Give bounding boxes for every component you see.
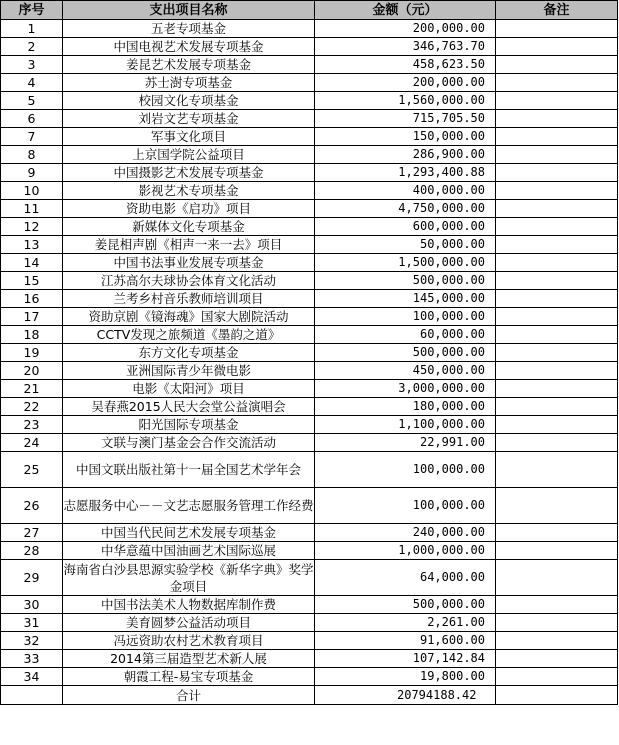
row-index: 13 [1, 236, 63, 254]
header-note: 备注 [496, 1, 618, 20]
row-amount: 100,000.00 [315, 452, 496, 488]
row-amount: 450,000.00 [315, 362, 496, 380]
row-index: 10 [1, 182, 63, 200]
table-row [1, 596, 618, 614]
row-name: 江苏高尔夫球协会体育文化活动 [63, 272, 315, 290]
row-name: 文联与澳门基金会合作交流活动 [63, 434, 315, 452]
table-row [1, 650, 618, 668]
row-index: 27 [1, 524, 63, 542]
row-note [496, 290, 618, 308]
row-amount: 107,142.84 [315, 650, 496, 668]
row-note [496, 254, 618, 272]
row-name: 姜昆艺术发展专项基金 [63, 56, 315, 74]
row-name: 兰考乡村音乐教师培训项目 [63, 290, 315, 308]
row-name: 苏士澍专项基金 [63, 74, 315, 92]
row-name: 朝霞工程-易宝专项基金 [63, 668, 315, 686]
row-amount: 240,000.00 [315, 524, 496, 542]
header-amount: 金额（元） [315, 1, 496, 20]
row-name: 中国电视艺术发展专项基金 [63, 38, 315, 56]
row-amount: 50,000.00 [315, 236, 496, 254]
row-name: 刘岩文艺专项基金 [63, 110, 315, 128]
row-name: 军事文化项目 [63, 128, 315, 146]
row-index: 26 [1, 488, 63, 524]
row-note [496, 92, 618, 110]
total-amount: 20794188.42 [315, 686, 496, 705]
row-note [496, 308, 618, 326]
row-note [496, 38, 618, 56]
row-index: 31 [1, 614, 63, 632]
row-amount: 500,000.00 [315, 596, 496, 614]
table-row [1, 146, 618, 164]
row-note [496, 362, 618, 380]
row-amount: 150,000.00 [315, 128, 496, 146]
row-amount: 1,500,000.00 [315, 254, 496, 272]
table-row [1, 38, 618, 56]
row-index: 21 [1, 380, 63, 398]
row-note [496, 542, 618, 560]
table-row [1, 524, 618, 542]
row-index: 9 [1, 164, 63, 182]
table-row [1, 56, 618, 74]
row-note [496, 146, 618, 164]
row-index: 34 [1, 668, 63, 686]
row-amount: 1,560,000.00 [315, 92, 496, 110]
row-note [496, 164, 618, 182]
table-row [1, 380, 618, 398]
table-row [1, 362, 618, 380]
row-name: 中国书法事业发展专项基金 [63, 254, 315, 272]
row-amount: 4,750,000.00 [315, 200, 496, 218]
table-row [1, 308, 618, 326]
total-row [1, 686, 618, 705]
row-note [496, 650, 618, 668]
table-row [1, 416, 618, 434]
row-index: 14 [1, 254, 63, 272]
row-amount: 346,763.70 [315, 38, 496, 56]
table-row [1, 272, 618, 290]
table-row [1, 668, 618, 686]
table-row [1, 254, 618, 272]
row-index: 8 [1, 146, 63, 164]
row-note [496, 560, 618, 596]
header-name: 支出项目名称 [63, 1, 315, 20]
row-name: 中国摄影艺术发展专项基金 [63, 164, 315, 182]
row-note [496, 272, 618, 290]
row-index: 4 [1, 74, 63, 92]
row-index: 11 [1, 200, 63, 218]
row-note [496, 398, 618, 416]
row-note [496, 326, 618, 344]
row-name: 海南省白沙县思源实验学校《新华字典》奖学金项目 [63, 561, 314, 594]
row-index: 32 [1, 632, 63, 650]
table-row [1, 326, 618, 344]
row-name: 亚洲国际青少年微电影 [63, 362, 315, 380]
row-note [496, 344, 618, 362]
row-index: 5 [1, 92, 63, 110]
row-index: 18 [1, 326, 63, 344]
table-body [1, 20, 618, 686]
row-amount: 286,900.00 [315, 146, 496, 164]
row-name: 中国文联出版社第十一届全国艺术学年会 [63, 452, 315, 488]
row-name: 2014第三届造型艺术新人展 [63, 650, 315, 668]
row-amount: 91,600.00 [315, 632, 496, 650]
total-label: 合计 [63, 686, 315, 705]
row-index: 2 [1, 38, 63, 56]
row-note [496, 56, 618, 74]
row-index: 19 [1, 344, 63, 362]
row-index: 24 [1, 434, 63, 452]
table-row [1, 200, 618, 218]
row-index: 6 [1, 110, 63, 128]
row-index: 23 [1, 416, 63, 434]
row-index: 12 [1, 218, 63, 236]
row-amount: 100,000.00 [315, 308, 496, 326]
table-row [1, 542, 618, 560]
row-name: 阳光国际专项基金 [63, 416, 315, 434]
table-row [1, 632, 618, 650]
table-row [1, 110, 618, 128]
table-row [1, 560, 618, 596]
row-note [496, 128, 618, 146]
row-note [496, 596, 618, 614]
row-name: 影视艺术专项基金 [63, 182, 315, 200]
row-note [496, 416, 618, 434]
table-row [1, 164, 618, 182]
row-note [496, 632, 618, 650]
table-row [1, 92, 618, 110]
header-row [1, 1, 618, 20]
row-amount: 180,000.00 [315, 398, 496, 416]
row-note [496, 74, 618, 92]
row-note [496, 182, 618, 200]
row-note [496, 20, 618, 38]
row-index: 3 [1, 56, 63, 74]
row-amount: 100,000.00 [315, 488, 496, 524]
row-index: 28 [1, 542, 63, 560]
table-row [1, 614, 618, 632]
row-note [496, 488, 618, 524]
row-note [496, 614, 618, 632]
table-row [1, 128, 618, 146]
row-name: 冯远资助农村艺术教育项目 [63, 632, 315, 650]
row-note [496, 110, 618, 128]
row-name: 志愿服务中心－－文艺志愿服务管理工作经费 [63, 488, 315, 524]
row-note [496, 452, 618, 488]
row-index: 25 [1, 452, 63, 488]
row-amount: 19,800.00 [315, 668, 496, 686]
table-row [1, 434, 618, 452]
row-note [496, 668, 618, 686]
row-amount: 22,991.00 [315, 434, 496, 452]
row-amount: 400,000.00 [315, 182, 496, 200]
row-amount: 2,261.00 [315, 614, 496, 632]
row-index: 17 [1, 308, 63, 326]
row-name: 资助电影《启功》项目 [63, 200, 315, 218]
row-name: 中国书法美术人物数据库制作费 [63, 596, 315, 614]
row-amount: 1,100,000.00 [315, 416, 496, 434]
table-row [1, 344, 618, 362]
row-amount: 200,000.00 [315, 74, 496, 92]
row-name: 吴春燕2015人民大会堂公益演唱会 [63, 398, 315, 416]
row-index: 29 [1, 560, 63, 596]
row-name: 资助京剧《镜海魂》国家大剧院活动 [63, 308, 315, 326]
row-name: 五老专项基金 [63, 20, 315, 38]
row-index: 15 [1, 272, 63, 290]
row-index: 16 [1, 290, 63, 308]
table-row [1, 398, 618, 416]
row-amount: 500,000.00 [315, 344, 496, 362]
row-index: 33 [1, 650, 63, 668]
row-amount: 1,000,000.00 [315, 542, 496, 560]
row-index: 1 [1, 20, 63, 38]
row-amount: 458,623.50 [315, 56, 496, 74]
row-amount: 145,000.00 [315, 290, 496, 308]
row-name: 东方文化专项基金 [63, 344, 315, 362]
table-row [1, 218, 618, 236]
row-note [496, 200, 618, 218]
row-amount: 600,000.00 [315, 218, 496, 236]
table-row [1, 74, 618, 92]
row-name: 校园文化专项基金 [63, 92, 315, 110]
table-row [1, 20, 618, 38]
table-row [1, 182, 618, 200]
row-name: CCTV发现之旅频道《墨韵之道》 [63, 326, 315, 344]
row-name: 姜昆相声剧《相声一来一去》项目 [63, 236, 315, 254]
row-note [496, 218, 618, 236]
row-name: 电影《太阳河》项目 [63, 380, 315, 398]
row-amount: 500,000.00 [315, 272, 496, 290]
row-note [496, 236, 618, 254]
table-row [1, 488, 618, 524]
table-row [1, 452, 618, 488]
row-name: 上京国学院公益项目 [63, 146, 315, 164]
row-note [496, 380, 618, 398]
row-index: 20 [1, 362, 63, 380]
row-amount: 3,000,000.00 [315, 380, 496, 398]
row-name: 中国当代民间艺术发展专项基金 [63, 524, 315, 542]
row-note [496, 524, 618, 542]
row-index: 22 [1, 398, 63, 416]
row-name: 新媒体文化专项基金 [63, 218, 315, 236]
row-name: 中华意蕴中国油画艺术国际巡展 [63, 542, 315, 560]
table-row [1, 236, 618, 254]
total-note-cell [496, 686, 618, 705]
row-note [496, 434, 618, 452]
total-index-cell [1, 686, 63, 705]
row-index: 7 [1, 128, 63, 146]
table-row [1, 290, 618, 308]
row-name: 美育圆梦公益活动项目 [63, 614, 315, 632]
row-amount: 200,000.00 [315, 20, 496, 38]
header-index: 序号 [1, 1, 63, 20]
row-amount: 64,000.00 [315, 560, 496, 596]
row-amount: 715,705.50 [315, 110, 496, 128]
row-amount: 60,000.00 [315, 326, 496, 344]
row-index: 30 [1, 596, 63, 614]
row-amount: 1,293,400.88 [315, 164, 496, 182]
